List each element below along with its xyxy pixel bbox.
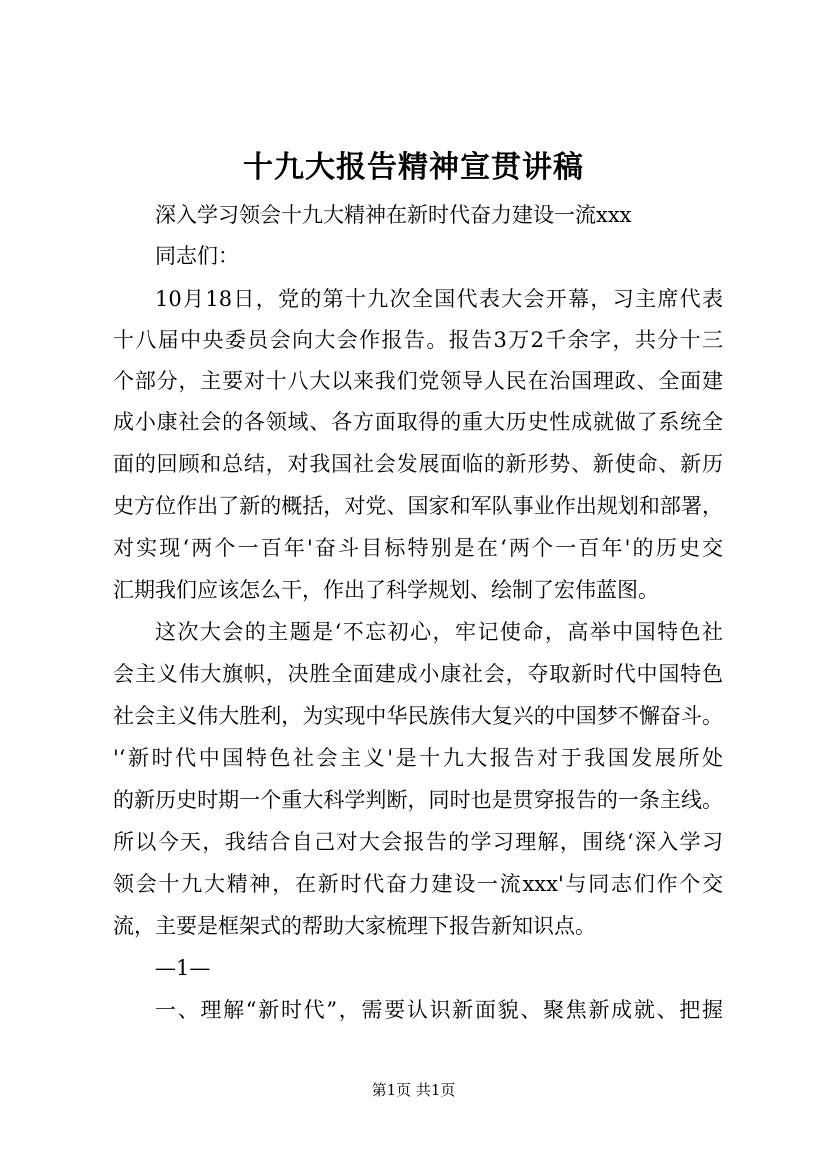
paragraph-line: 十八届中央委员会向大会作报告。报告3万2千余字，共分十三 <box>113 328 723 352</box>
paragraph-line: 汇期我们应该怎么干，作出了科学规划、绘制了宏伟蓝图。 <box>113 578 659 602</box>
document-title: 十九大报告精神宣贯讲稿 <box>243 150 584 185</box>
paragraph-line: 成小康社会的各领域、各方面取得的重大历史性成就做了系统全 <box>113 410 723 434</box>
paragraph-line: 个部分，主要对十八大以来我们党领导人民在治国理政、全面建 <box>113 369 723 393</box>
paragraph-line: 所以今天，我结合自己对大会报告的学习理解，围绕‘深入学习 <box>113 830 723 854</box>
page-marker: —1— <box>155 956 211 980</box>
document-subtitle: 深入学习领会十九大精神在新时代奋力建设一流xxx <box>155 203 632 227</box>
paragraph-line: '‘新时代中国特色社会主义'是十九大报告对于我国发展所处 <box>113 746 723 770</box>
salutation: 同志们： <box>155 244 239 268</box>
paragraph-line: 这次大会的主题是‘不忘初心，牢记使命，高举中国特色社 <box>155 620 723 644</box>
page-footer: 第1页 共1页 <box>371 1081 456 1099</box>
paragraph-line: 10月18日，党的第十九次全国代表大会开幕，习主席代表 <box>155 287 723 311</box>
paragraph-line: 的新历史时期一个重大科学判断，同时也是贯穿报告的一条主线。 <box>113 788 723 812</box>
paragraph-line: 会主义伟大旗帜，决胜全面建成小康社会，夺取新时代中国特色 <box>113 662 723 686</box>
paragraph-line: 流，主要是框架式的帮助大家梳理下报告新知识点。 <box>113 914 596 938</box>
paragraph-line: 史方位作出了新的概括，对党、国家和军队事业作出规划和部署， <box>113 494 723 518</box>
paragraph-line: 对实现‘两个一百年'奋斗目标特别是在‘两个一百年'的历史交 <box>113 536 723 560</box>
section-heading: 一、理解“新时代”，需要认识新面貌、聚焦新成就、把握 <box>155 998 723 1022</box>
paragraph-line: 领会十九大精神，在新时代奋力建设一流xxx'与同志们作个交 <box>113 872 723 896</box>
paragraph-line: 面的回顾和总结，对我国社会发展面临的新形势、新使命、新历 <box>113 452 723 476</box>
paragraph-line: 社会主义伟大胜利，为实现中华民族伟大复兴的中国梦不懈奋斗。 <box>113 704 723 728</box>
